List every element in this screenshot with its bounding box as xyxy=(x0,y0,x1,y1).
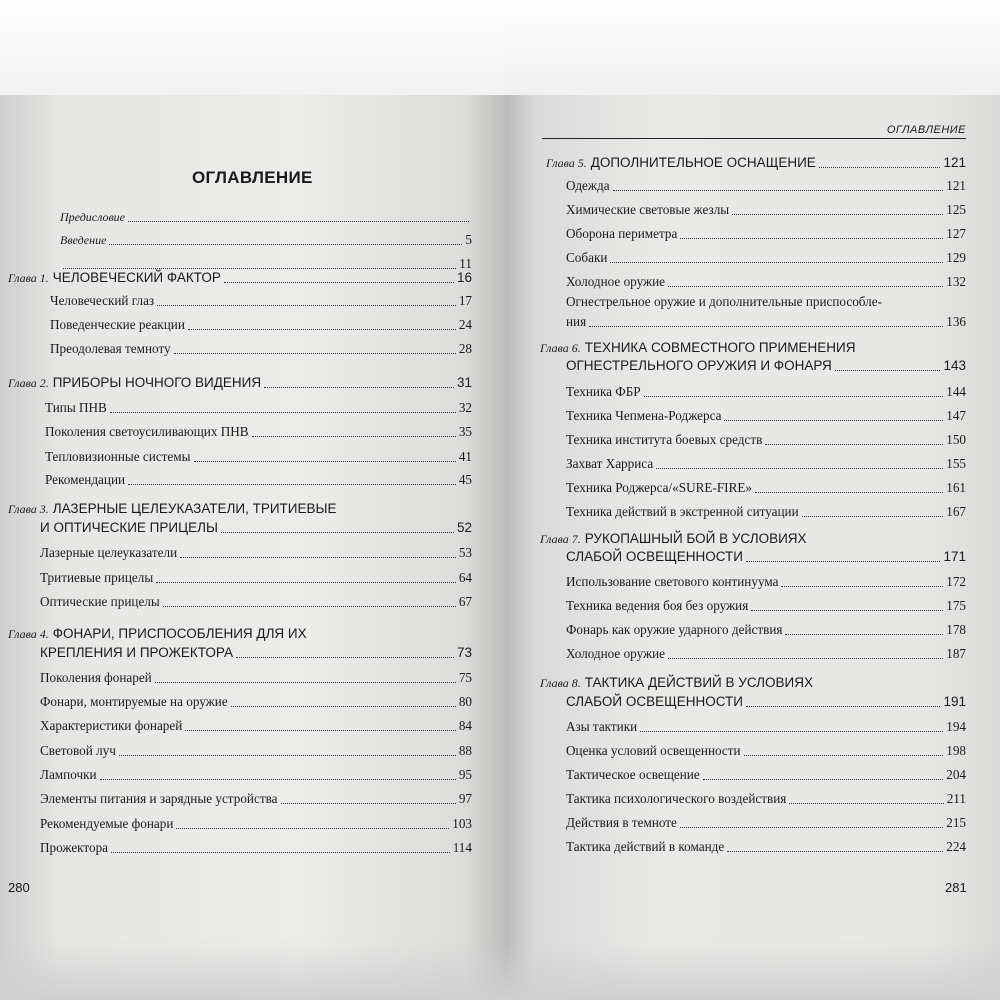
entry-label: Оборона периметра xyxy=(566,226,678,241)
chapter-number: Глава 2. xyxy=(8,376,49,390)
page-ref: 150 xyxy=(946,432,966,447)
toc-entry xyxy=(40,791,472,807)
toc-entry xyxy=(566,314,966,330)
entry-label: Рекомендации xyxy=(45,472,126,487)
chapter-title-line2 xyxy=(40,520,472,536)
entry-label: Тритиевые прицелы xyxy=(40,570,154,585)
entry-label: Характеристики фонарей xyxy=(40,718,183,733)
page-ref: 95 xyxy=(458,767,472,782)
chapter-title: РУКОПАШНЫЙ БОЙ В УСЛОВИЯХ xyxy=(584,531,807,546)
page-ref: 32 xyxy=(458,400,472,415)
chapter-number: Глава 7. xyxy=(540,532,581,546)
chapter-title: ОГНЕСТРЕЛЬНОГО ОРУЖИЯ И ФОНАРЯ xyxy=(566,358,832,373)
toc-entry xyxy=(566,622,966,638)
entry-label: Холодное оружие xyxy=(566,274,666,289)
dot-leader xyxy=(100,779,456,780)
dot-leader xyxy=(785,634,943,635)
entry-label: Холодное оружие xyxy=(566,646,666,661)
entry-label: Элементы питания и зарядные устройства xyxy=(40,791,278,806)
dot-leader xyxy=(157,305,456,306)
page-number-right: 281 xyxy=(945,880,967,895)
chapter-title-line2 xyxy=(566,549,966,565)
toc-entry xyxy=(566,504,966,520)
dot-leader xyxy=(668,658,943,659)
toc-entry xyxy=(566,408,966,424)
entry-label: Поколения фонарей xyxy=(40,670,152,685)
dot-leader xyxy=(744,755,944,756)
running-head: ОГЛАВЛЕНИЕ xyxy=(542,124,966,139)
page-ref: 64 xyxy=(458,570,472,585)
dot-leader xyxy=(185,730,455,731)
page-ref: 67 xyxy=(458,594,472,609)
chapter-number: Глава 3. xyxy=(8,502,49,516)
entry-label: Техника ведения боя без оружия xyxy=(566,598,749,613)
entry-label: Одежда xyxy=(566,178,610,193)
chapter-number: Глава 4. xyxy=(8,627,49,641)
page-ref: 80 xyxy=(458,694,472,709)
dot-leader xyxy=(751,610,943,611)
page-number-left: 280 xyxy=(8,880,30,895)
page-ref: 11 xyxy=(459,256,472,271)
toc-entry xyxy=(40,694,472,710)
dot-leader xyxy=(194,461,456,462)
entry-label: Типы ПНВ xyxy=(45,400,107,415)
entry-label: Техника Роджерса/«SURE-FIRE» xyxy=(566,480,753,495)
entry-label: Химические световые жезлы xyxy=(566,202,730,217)
chapter-title: СЛАБОЙ ОСВЕЩЕННОСТИ xyxy=(566,549,743,564)
entry-label: Использование светового континуума xyxy=(566,574,779,589)
dot-leader xyxy=(680,238,943,239)
page-ref: 31 xyxy=(456,375,472,390)
dot-leader xyxy=(703,779,944,780)
toc-entry xyxy=(50,293,472,309)
dot-leader xyxy=(264,387,454,388)
dot-leader xyxy=(755,492,943,493)
chapter-title: ЛАЗЕРНЫЕ ЦЕЛЕУКАЗАТЕЛИ, ТРИТИЕВЫЕ xyxy=(52,501,337,516)
page-ref: 204 xyxy=(946,767,966,782)
page-ref: 172 xyxy=(946,574,966,589)
page-ref: 97 xyxy=(458,791,472,806)
entry-label: Тактическое освещение xyxy=(566,767,700,782)
toc-entry xyxy=(50,317,472,333)
chapter-title-line1 xyxy=(8,501,336,517)
toc-entry xyxy=(566,719,966,735)
entry-label: Лампочки xyxy=(40,767,97,782)
page-ref: 103 xyxy=(452,816,472,831)
toc-entry xyxy=(566,646,966,662)
dot-leader xyxy=(835,370,941,371)
dot-leader xyxy=(610,262,943,263)
toc-entry xyxy=(566,839,966,855)
chapter-heading xyxy=(8,270,472,286)
toc-entry xyxy=(40,840,472,856)
toc-entry xyxy=(566,598,966,614)
page-ref: 198 xyxy=(946,743,966,758)
chapter-title: И ОПТИЧЕСКИЕ ПРИЦЕЛЫ xyxy=(40,520,218,535)
chapter-heading xyxy=(546,155,966,171)
dot-leader xyxy=(281,803,456,804)
page-ref: 167 xyxy=(946,504,966,519)
chapter-number: Глава 1. xyxy=(8,271,49,285)
chapter-number: Глава 8. xyxy=(540,676,581,690)
page-ref: 75 xyxy=(458,670,472,685)
page-ref: 224 xyxy=(946,839,966,854)
dot-leader xyxy=(789,803,943,804)
page-ref: 84 xyxy=(458,718,472,733)
page-ref: 144 xyxy=(946,384,966,399)
toc-entry xyxy=(40,718,472,734)
toc-entry xyxy=(566,202,966,218)
page-ref: 121 xyxy=(943,155,966,170)
toc-entry xyxy=(566,250,966,266)
page-ref: 121 xyxy=(946,178,966,193)
entry-label: Техника Чепмена-Роджерса xyxy=(566,408,722,423)
toc-entry xyxy=(45,400,472,416)
page-ref: 16 xyxy=(456,270,472,285)
dot-leader xyxy=(119,755,456,756)
dot-leader xyxy=(589,326,943,327)
dot-leader xyxy=(63,268,456,269)
page-ref: 45 xyxy=(458,472,472,487)
chapter-title: ТЕХНИКА СОВМЕСТНОГО ПРИМЕНЕНИЯ xyxy=(584,340,856,355)
entry-label: Действия в темноте xyxy=(566,815,677,830)
entry-label: Поведенческие реакции xyxy=(50,317,185,332)
toc-entry xyxy=(566,480,966,496)
entry-label: Человеческий глаз xyxy=(50,293,155,308)
dot-leader xyxy=(155,682,456,683)
bottom-margin xyxy=(505,940,1000,1000)
dot-leader xyxy=(110,412,456,413)
entry-label: Фонари, монтируемые на оружие xyxy=(40,694,228,709)
toc-entry xyxy=(566,767,966,783)
top-margin xyxy=(505,0,1000,95)
toc-entry xyxy=(40,767,472,783)
page-ref: 17 xyxy=(458,293,472,308)
dot-leader xyxy=(224,282,454,283)
toc-entry xyxy=(566,456,966,472)
chapter-title-line1 xyxy=(540,340,855,356)
toc-entry xyxy=(566,274,966,290)
chapter-title: ПРИБОРЫ НОЧНОГО ВИДЕНИЯ xyxy=(52,375,262,390)
toc-entry xyxy=(40,545,472,561)
entry-label: Рекомендуемые фонари xyxy=(40,816,174,831)
dot-leader xyxy=(746,561,940,562)
toc-entry xyxy=(45,424,472,440)
toc-entry xyxy=(566,432,966,448)
entry-label: Техника института боевых средств xyxy=(566,432,763,447)
entry-label: Оценка условий освещенности xyxy=(566,743,741,758)
page-ref: 132 xyxy=(946,274,966,289)
chapter-title: ФОНАРИ, ПРИСПОСОБЛЕНИЯ ДЛЯ ИХ xyxy=(52,626,307,641)
page-ref: 35 xyxy=(458,424,472,439)
page-ref: 191 xyxy=(943,694,966,709)
dot-leader xyxy=(656,468,943,469)
toc-entry xyxy=(40,570,472,586)
page-ref: 73 xyxy=(456,645,472,660)
front-matter-entry xyxy=(60,232,472,248)
dot-leader xyxy=(781,586,943,587)
chapter-title-line2 xyxy=(566,694,966,710)
page-ref: 24 xyxy=(458,317,472,332)
page-ref: 171 xyxy=(943,549,966,564)
entry-label: Преодолевая темноту xyxy=(50,341,171,356)
chapter-title: ЧЕЛОВЕЧЕСКИЙ ФАКТОР xyxy=(52,270,221,285)
dot-leader xyxy=(668,286,943,287)
dot-leader xyxy=(180,557,456,558)
dot-leader xyxy=(746,706,940,707)
toc-entry xyxy=(45,449,472,465)
entry-label: Введение xyxy=(60,233,107,247)
dot-leader xyxy=(163,606,456,607)
dot-leader xyxy=(231,706,456,707)
chapter-number: Глава 5. xyxy=(546,156,587,170)
top-margin xyxy=(0,0,505,95)
page-ref: 114 xyxy=(452,840,472,855)
dot-leader xyxy=(111,852,450,853)
toc-entry xyxy=(566,815,966,831)
toc-entry-line1: Огнестрельное оружие и дополнительные приспособле- xyxy=(566,294,883,309)
toc-entry xyxy=(566,384,966,400)
page-ref: 129 xyxy=(946,250,966,265)
page-title: ОГЛАВЛЕНИЕ xyxy=(192,168,313,187)
entry-label: Тактика психологического воздействия xyxy=(566,791,787,806)
bottom-margin xyxy=(0,940,505,1000)
chapter-title-line2 xyxy=(40,645,472,661)
chapter-title-line2 xyxy=(566,358,966,374)
toc-entry xyxy=(40,743,472,759)
dot-leader xyxy=(128,484,456,485)
page-ref: 88 xyxy=(458,743,472,758)
entry-label: Световой луч xyxy=(40,743,116,758)
chapter-title: ДОПОЛНИТЕЛЬНОЕ ОСНАЩЕНИЕ xyxy=(590,155,816,170)
entry-label: Предисловие xyxy=(60,210,126,224)
page-ref: 178 xyxy=(946,622,966,637)
dot-leader xyxy=(128,221,469,222)
toc-entry xyxy=(40,594,472,610)
page-ref: 28 xyxy=(458,341,472,356)
toc-entry xyxy=(566,178,966,194)
dot-leader xyxy=(236,657,454,658)
page-ref: 127 xyxy=(946,226,966,241)
entry-label: ния xyxy=(566,314,587,329)
chapter-title: КРЕПЛЕНИЯ И ПРОЖЕКТОРА xyxy=(40,645,234,660)
entry-label: Прожектора xyxy=(40,840,109,855)
page-ref: 194 xyxy=(946,719,966,734)
page-ref: 187 xyxy=(946,646,966,661)
page-ref: 136 xyxy=(946,314,966,329)
dot-leader xyxy=(640,731,943,732)
entry-label: Фонарь как оружие ударного действия xyxy=(566,622,783,637)
entry-label: Собаки xyxy=(566,250,608,265)
chapter-title: ТАКТИКА ДЕЙСТВИЙ В УСЛОВИЯХ xyxy=(584,675,813,690)
dot-leader xyxy=(252,436,456,437)
page-ref: 41 xyxy=(458,449,472,464)
entry-label: Оптические прицелы xyxy=(40,594,160,609)
toc-entry xyxy=(566,574,966,590)
entry-label: Лазерные целеуказатели xyxy=(40,545,178,560)
page-ref: 211 xyxy=(946,791,966,806)
dot-leader xyxy=(765,444,943,445)
dot-leader xyxy=(613,190,944,191)
chapter-title: СЛАБОЙ ОСВЕЩЕННОСТИ xyxy=(566,694,743,709)
chapter-title-line1 xyxy=(8,626,307,642)
page-ref: 175 xyxy=(946,598,966,613)
dot-leader xyxy=(724,420,943,421)
dot-leader xyxy=(819,167,941,168)
entry-label: Техника действий в экстренной ситуации xyxy=(566,504,799,519)
front-matter-entry xyxy=(60,209,472,225)
entry-label: Азы тактики xyxy=(566,719,638,734)
dot-leader xyxy=(221,532,454,533)
toc-entry xyxy=(45,472,472,488)
dot-leader xyxy=(174,353,456,354)
chapter-number: Глава 6. xyxy=(540,341,581,355)
page-ref: 215 xyxy=(946,815,966,830)
chapter-heading xyxy=(8,375,472,391)
entry-label: Поколения светоусиливающих ПНВ xyxy=(45,424,249,439)
dot-leader xyxy=(644,396,944,397)
chapter-title-line1 xyxy=(540,531,807,547)
dot-leader xyxy=(156,582,456,583)
page-ref: 52 xyxy=(456,520,472,535)
toc-entry xyxy=(566,226,966,242)
dot-leader xyxy=(176,828,449,829)
page-ref: 147 xyxy=(946,408,966,423)
entry-label: Захват Харриса xyxy=(566,456,654,471)
page-ref: 143 xyxy=(943,358,966,373)
toc-entry xyxy=(566,743,966,759)
toc-entry xyxy=(40,816,472,832)
dot-leader xyxy=(732,214,943,215)
dot-leader xyxy=(727,851,943,852)
toc-entry xyxy=(40,670,472,686)
chapter-title-line1 xyxy=(540,675,813,691)
toc-entry xyxy=(50,341,472,357)
page-ref: 155 xyxy=(946,456,966,471)
dot-leader xyxy=(680,827,943,828)
entry-label: Тепловизионные системы xyxy=(45,449,191,464)
dot-leader xyxy=(802,516,944,517)
entry-label: Техника ФБР xyxy=(566,384,641,399)
dot-leader xyxy=(109,244,462,245)
entry-label: Тактика действий в команде xyxy=(566,839,725,854)
page-ref: 161 xyxy=(946,480,966,495)
page-ref: 53 xyxy=(458,545,472,560)
toc-entry xyxy=(566,791,966,807)
dot-leader xyxy=(188,329,456,330)
page-ref: 5 xyxy=(465,232,472,247)
page-ref: 125 xyxy=(946,202,966,217)
